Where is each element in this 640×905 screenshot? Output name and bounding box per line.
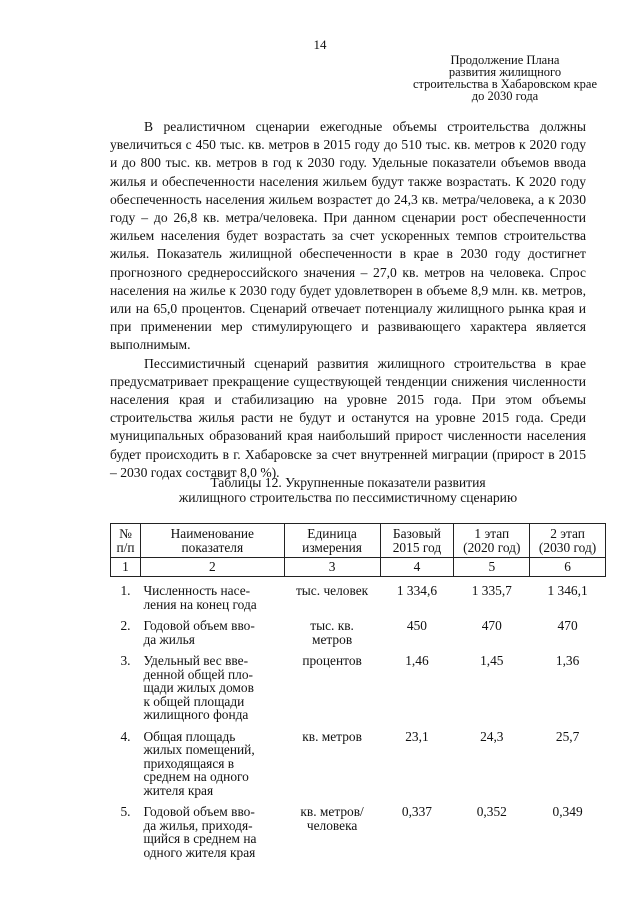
stage-1-value: 1 335,7 bbox=[471, 583, 512, 598]
table-row bbox=[111, 723, 606, 799]
stage-1-value: 24,3 bbox=[480, 728, 504, 744]
index-cell: 1 bbox=[111, 558, 141, 577]
row-number: 3. bbox=[120, 653, 131, 668]
table-index-row bbox=[111, 558, 606, 577]
header-stage-1: 1 этап (2020 год) bbox=[454, 524, 530, 558]
base-value: 23,1 bbox=[405, 728, 429, 744]
table-row bbox=[111, 798, 606, 860]
table-caption-line: Таблицы 12. Укрупненные показатели развития bbox=[210, 475, 486, 490]
continuation-line: развития жилищного bbox=[448, 65, 562, 79]
index-cell: 6 bbox=[530, 558, 606, 577]
stage-2-value: 0,349 bbox=[552, 804, 583, 819]
stage-2-value: 25,7 bbox=[555, 728, 580, 744]
indicator-unit: кв. метров bbox=[302, 728, 362, 744]
table-row bbox=[111, 647, 606, 723]
indicator-name: Общая площадь жилых помещений, приходящаяся в среднем на одного жителя края bbox=[143, 728, 255, 798]
indicator-unit: процентов bbox=[302, 653, 362, 668]
indicator-unit: кв. метров/ человека bbox=[300, 804, 364, 833]
row-number: 2. bbox=[120, 618, 131, 633]
table-header-row bbox=[111, 524, 606, 558]
base-value: 1 334,6 bbox=[396, 583, 438, 598]
indicator-unit: тыс. кв. метров bbox=[310, 618, 354, 647]
index-cell: 4 bbox=[380, 558, 454, 577]
header-stage-2: 2 этап (2030 год) bbox=[530, 524, 606, 558]
body-text bbox=[110, 118, 586, 482]
stage-1-value: 0,352 bbox=[476, 804, 507, 819]
stage-2-value: 470 bbox=[557, 618, 578, 633]
stage-1-value: 470 bbox=[481, 618, 502, 633]
header-indicator-name: Наименование показателя bbox=[140, 524, 284, 558]
indicator-name: Численность насе- ления на конец года bbox=[143, 583, 257, 612]
stage-1-value: 1,45 bbox=[480, 653, 504, 668]
continuation-note bbox=[380, 54, 630, 102]
indicator-name: Годовой объем вво- да жилья bbox=[143, 618, 255, 647]
header-unit: Единица измерения bbox=[284, 524, 380, 558]
base-value: 0,337 bbox=[401, 804, 433, 819]
index-cell: 2 bbox=[140, 558, 284, 577]
table-row bbox=[111, 577, 606, 613]
page-number: 14 bbox=[313, 37, 327, 52]
table-row bbox=[111, 612, 606, 647]
index-cell: 3 bbox=[284, 558, 380, 577]
continuation-line: строительства в Хабаровском крае bbox=[412, 77, 597, 91]
indicator-name: Удельный вес вве- денной общей пло- щади жилых домов к общей площади жилищного фонда bbox=[143, 653, 254, 722]
table-caption-line: жилищного строительства по пессимистичному сценарию bbox=[178, 490, 518, 505]
row-number: 4. bbox=[120, 728, 131, 744]
index-cell: 5 bbox=[454, 558, 530, 577]
stage-2-value: 1,36 bbox=[555, 653, 580, 668]
base-value: 1,46 bbox=[405, 653, 429, 668]
stage-2-value: 1 346,1 bbox=[547, 583, 588, 598]
row-number: 1. bbox=[120, 583, 131, 598]
indicator-unit: тыс. человек bbox=[295, 583, 369, 598]
continuation-line: до 2030 года bbox=[471, 89, 539, 103]
table-caption bbox=[110, 475, 586, 505]
paragraph-pessimistic-scenario: Пессимистичный сценарий развития жилищного строительства в крае предусматривает прекращение существующей тенденции снижения численности населения края и стабилизацию на уровне 2015 года. При этом объемы строительства жилья расти не будут и останутся на уровне 2015 года. Среди муниципальных образований края наибольший прирост численности населения будет происходить в г. Хабаровске за счет внутренней миграции (прирост в 2015 – 2030 годах составит 8,0 %). bbox=[110, 355, 586, 480]
indicator-name: Годовой объем вво- да жилья, приходя- щийся в среднем на одного жителя края bbox=[143, 804, 257, 860]
base-value: 450 bbox=[406, 618, 427, 633]
header-number: № п/п bbox=[111, 524, 141, 558]
row-number: 5. bbox=[120, 804, 131, 819]
continuation-line: Продолжение Плана bbox=[450, 53, 560, 67]
paragraph-realistic-scenario: В реалистичном сценарии ежегодные объемы строительства должны увеличиться с 450 тыс. кв. метров в 2015 году до 510 тыс. кв. метров к 2020 году и до 800 тыс. кв. метров в год к 2030 году. Удельные показатели объемов ввода жилья и обеспеченности населения жильем будут также возрастать. К 2020 году обеспеченность населения жильем возрастет до 24,3 кв. метра/человека, а к 2030 году – до 26,8 кв. метра/человека. При данном сценарии рост обеспеченности жильем населения будет возрастать за счет ускоренных темпов строительства жилья. Показатель жилищной обеспеченности в крае в 2030 году достигнет прогнозного среднероссийского значения – 27,0 кв. метров на человека. Спрос населения на жилье к 2030 году будет удовлетворен в объеме 8,9 млн. кв. метров, или на 65,0 процентов. Сценарий отвечает потенциалу жилищного рынка края и при применении мер стимулирующего и развивающего характера является выполнимым. bbox=[110, 119, 586, 353]
indicators-table bbox=[110, 523, 606, 860]
header-base-year: Базовый 2015 год bbox=[380, 524, 454, 558]
